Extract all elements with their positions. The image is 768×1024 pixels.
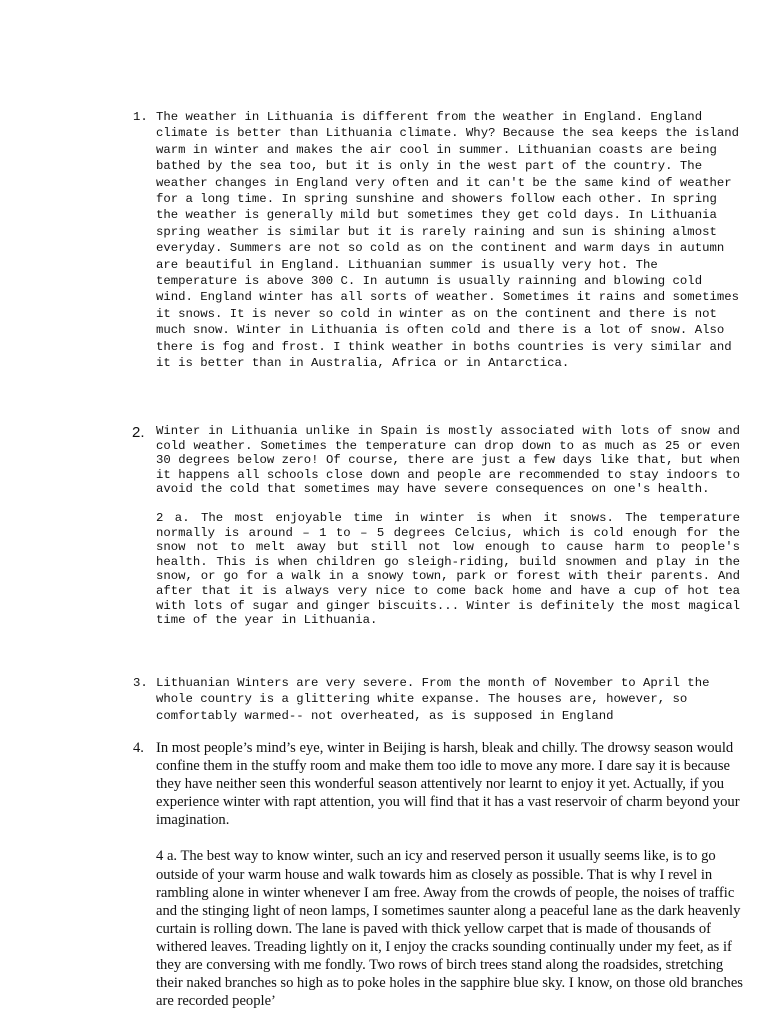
paragraph-severe-winters: Lithuanian Winters are very severe. From the month of November to April the whole country is a glittering white expanse. The houses are, however, so comfortably warmed-- not overheated, as is supposed in England	[156, 676, 710, 723]
list-item-2	[130, 424, 740, 628]
list-number: 1.	[133, 110, 148, 124]
paragraph-weather-comparison: The weather in Lithuania is different from the weather in England. England climate is better than Lithuania climate. Why? Because the sea keeps the island warm in winter and makes the air cool in summer. Lithuanian coasts are being bathed by the sea too, but it is only in the west part of the country. The weather changes in England very often and it can't be the same kind of weather for a long time. In spring sunshine and showers follow each other. In spring the weather is generally mild but sometimes they get cold days. In Lithuania spring weather is similar but it is rarely raining and sun is shining almost everyday. Summers are not so cold as on the continent and warm days in autumn are beautiful in England. Lithuanian summer is usually very hot. The temperature is above 300 C. In autumn is usually rainning and blowing cold wind. England winter has all sorts of weather. Sometimes it rains and sometimes it snows. It is never so cold in winter as on the continent and there is not much snow. Winter in Lithuania is often cold and there is a lot of snow. Also there is fog and frost. I think weather in boths countries is very similar and it is better than in Australia, Africa or in Antarctica.	[156, 110, 739, 371]
paragraph-winter-lithuania: Winter in Lithuania unlike in Spain is mostly associated with lots of snow and cold weather. Sometimes the temperature can drop down to as much as 25 or even 30 degrees below zero! Of course, there are just a few days like that, but when it happens all schools close down and people are recommended to stay indoors to avoid the cold that sometimes may have severe consequences on one's health.	[156, 424, 740, 497]
list-number: 2.	[132, 424, 145, 441]
list-number: 4.	[133, 740, 144, 756]
list-item-1	[130, 109, 740, 372]
list-item-4	[130, 739, 744, 1010]
list-item-3	[130, 675, 740, 724]
paragraph-beijing-winter: In most people’s mind’s eye, winter in Beijing is harsh, bleak and chilly. The drowsy season would confine them in the stuffy room and make them too idle to move any more. I dare say it is because they have neither seen this wonderful season attentively nor learnt to enjoy it yet. Actually, if you experience winter with rapt attention, you will find that it has a vast reservoir of charm beyond your imagination.	[156, 740, 740, 829]
paragraph-winter-snow: 2 a. The most enjoyable time in winter is when it snows. The temperature normally is around – 1 to – 5 degrees Celcius, which is cold enough for the snow not to melt away but still not low enough to cause harm to people's health. This is when children go sleigh-riding, build snowmen and play in the snow, or go for a walk in a snowy town, park or forest with their parents. And after that it is always very nice to come back home and have a cup of hot tea with lots of sugar and ginger biscuits... Winter is definitely the most magical time of the year in Lithuania.	[156, 510, 740, 628]
paragraph-rambling-winter: 4 a. The best way to know winter, such an icy and reserved person it usually seems like, is to go outside of your warm house and walk towards him as closely as possible. That is why I revel in rambling alone in winter whenever I am free. Away from the crowds of people, the noises of traffic and the stinging light of neon lamps, I sometimes saunter along a peaceful lane as the dark heavenly curtain is rolling down. The lane is paved with thick yellow carpet that is made of thousands of withered leaves. Treading lightly on it, I enjoy the cracks sounding continually under my feet, as if they are conversing with me fondly. Two rows of birch trees stand along the roadsides, stretching their naked branches so high as to poke holes in the sapphire blue sky. I know, on those old branches are recorded people’	[156, 848, 743, 1010]
list-number: 3.	[133, 676, 148, 690]
